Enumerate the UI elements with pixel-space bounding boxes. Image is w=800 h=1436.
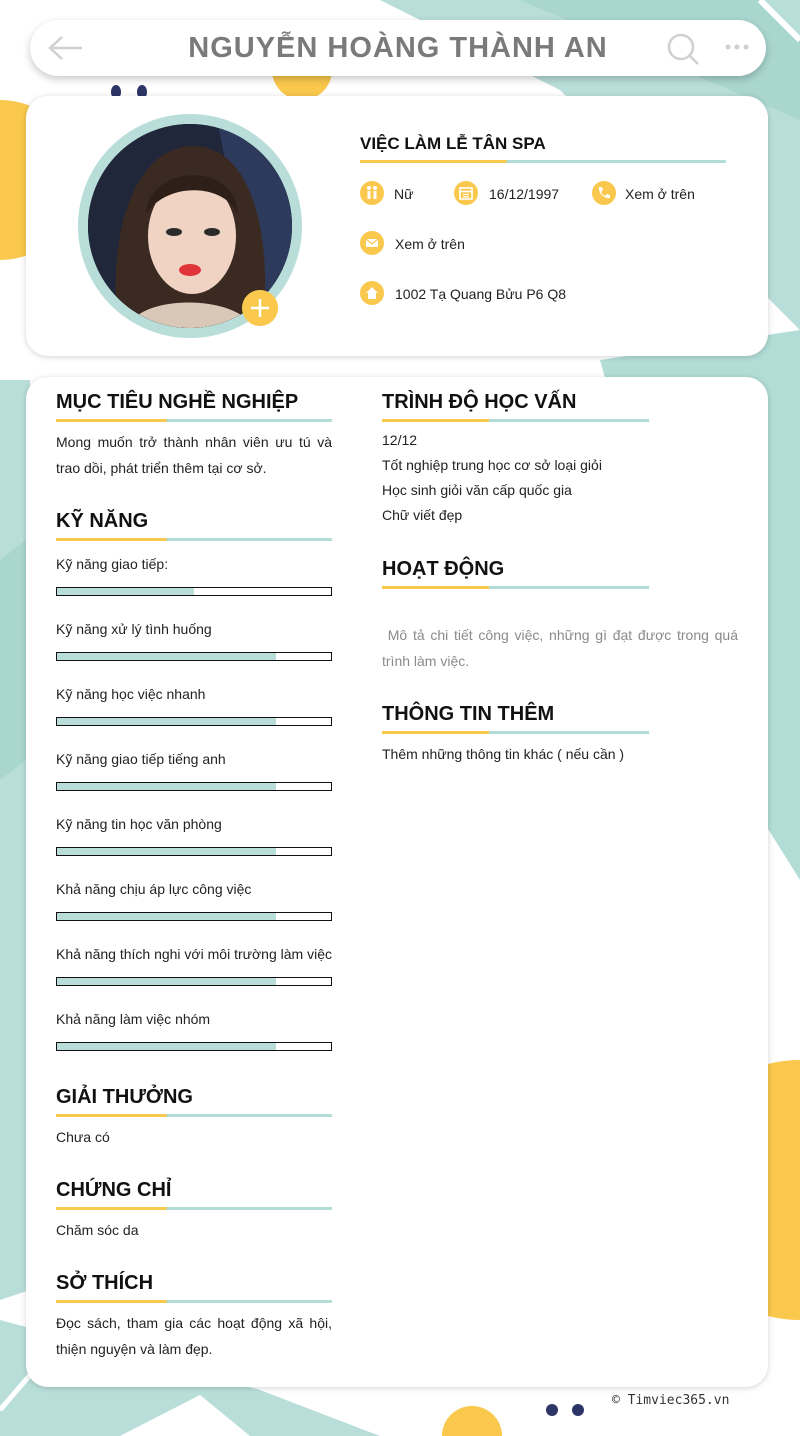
- more-icon[interactable]: [724, 34, 750, 60]
- awards-text: Chưa có: [56, 1129, 110, 1145]
- skill-bar-fill: [57, 913, 276, 920]
- hobbies-underline: [56, 1300, 332, 1303]
- calendar-icon: [454, 181, 478, 205]
- skill-label: Kỹ năng giao tiếp tiếng anh: [56, 751, 226, 767]
- skill-bar: [56, 782, 332, 791]
- education-line: Học sinh giỏi văn cấp quốc gia: [382, 482, 572, 498]
- skill-bar-fill: [57, 653, 276, 660]
- profile-card: [26, 96, 768, 356]
- top-bar: [30, 20, 766, 76]
- skill-label: Kỹ năng tin học văn phòng: [56, 816, 222, 832]
- phone-value[interactable]: Xem ở trên: [625, 186, 695, 202]
- skill-bar: [56, 847, 332, 856]
- skill-label: Kỹ năng xử lý tình huống: [56, 621, 212, 637]
- job-title: VIỆC LÀM LỄ TÂN SPA: [360, 134, 546, 153]
- education-lines: [382, 428, 742, 528]
- activities-text: Mô tả chi tiết công việc, những gì đạt được trong quá trình làm việc.: [382, 627, 742, 669]
- skill-bar-fill: [57, 783, 276, 790]
- career-goal-text: Mong muốn trở thành nhân viên ưu tú và trao dồi, phát triển thêm tại cơ sở.: [56, 434, 332, 476]
- add-photo-button[interactable]: [242, 290, 278, 326]
- email-icon: [360, 231, 384, 255]
- email-value[interactable]: Xem ở trên: [395, 236, 465, 252]
- address-value: 1002 Tạ Quang Bửu P6 Q8: [395, 286, 567, 302]
- extra-info-title: THÔNG TIN THÊM: [382, 703, 555, 725]
- skill-bar: [56, 717, 332, 726]
- skills-underline: [56, 538, 332, 541]
- hobbies-title: SỞ THÍCH: [56, 1272, 154, 1294]
- certificates-title: CHỨNG CHỈ: [56, 1179, 172, 1201]
- search-icon[interactable]: [666, 32, 700, 66]
- gender-icon: [360, 181, 384, 205]
- gender-value: Nữ: [394, 186, 414, 202]
- footer-credit: © Timviec365.vn: [612, 1393, 730, 1408]
- awards-title: GIẢI THƯỞNG: [56, 1086, 193, 1108]
- awards-underline: [56, 1114, 332, 1117]
- education-line: Chữ viết đẹp: [382, 507, 463, 523]
- skills-title: KỸ NĂNG: [56, 510, 149, 532]
- career-goal-title: MỤC TIÊU NGHỀ NGHIỆP: [56, 391, 299, 413]
- birthday-value: 16/12/1997: [489, 186, 560, 202]
- main-card: [26, 377, 768, 1387]
- skill-bar-fill: [57, 718, 276, 725]
- extra-info-text: Thêm những thông tin khác ( nếu cần ): [382, 746, 625, 762]
- skill-bar-fill: [57, 588, 194, 595]
- certificates-underline: [56, 1207, 332, 1210]
- activities-underline: [382, 586, 649, 589]
- skill-bar: [56, 912, 332, 921]
- skill-label: Khả năng làm việc nhóm: [56, 1011, 211, 1027]
- skill-label: Kỹ năng học việc nhanh: [56, 686, 206, 702]
- certificates-text: Chăm sóc da: [56, 1222, 139, 1238]
- education-underline: [382, 419, 649, 422]
- skill-bar-fill: [57, 848, 276, 855]
- education-line: 12/12: [382, 432, 418, 448]
- home-icon: [360, 281, 384, 305]
- skill-bar: [56, 652, 332, 661]
- skill-bar: [56, 1042, 332, 1051]
- skill-bar-fill: [57, 978, 276, 985]
- skill-label: Khả năng chịu áp lực công việc: [56, 881, 252, 897]
- skill-bar-fill: [57, 1043, 276, 1050]
- page-title: NGUYỄN HOÀNG THÀNH AN: [188, 32, 608, 64]
- skill-bar: [56, 977, 332, 986]
- skill-label: Khả năng thích nghi với môi trường làm việc: [56, 946, 332, 962]
- career-goal-underline: [56, 419, 332, 422]
- hobbies-text: Đọc sách, tham gia các hoạt động xã hội, thiện nguyện và làm đẹp.: [56, 1315, 332, 1357]
- education-title: TRÌNH ĐỘ HỌC VẤN: [382, 391, 577, 413]
- extra-info-underline: [382, 731, 649, 734]
- job-title-underline: [360, 160, 726, 163]
- skill-label: Kỹ năng giao tiếp:: [56, 556, 169, 572]
- phone-icon: [592, 181, 616, 205]
- activities-title: HOẠT ĐỘNG: [382, 558, 505, 580]
- education-line: Tốt nghiệp trung học cơ sở loại giỏi: [382, 457, 602, 473]
- skill-bar: [56, 587, 332, 596]
